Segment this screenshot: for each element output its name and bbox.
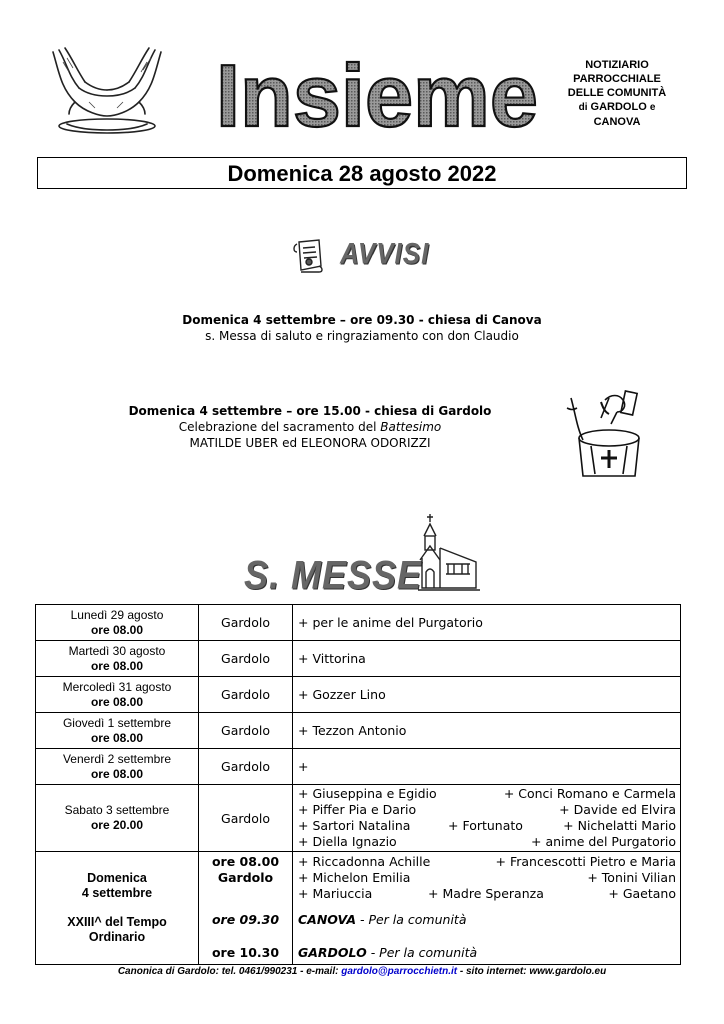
subtitle-gardolo: GARDOLO — [590, 101, 647, 113]
footer-email-link[interactable]: gardolo@parrocchietn.it — [341, 966, 458, 977]
intention-line — [298, 802, 676, 818]
scroll-notice-icon — [289, 236, 329, 276]
notice-canova — [120, 312, 604, 344]
footer-text: Canonica di Gardolo: tel. 0461/990231 - e-mail: — [117, 966, 342, 977]
intention-cell: + Tezzon Antonio — [293, 713, 681, 749]
time-label: ore 08.00 — [90, 658, 144, 673]
sunday-day: Domenica — [87, 871, 147, 885]
subtitle-line — [552, 100, 682, 115]
masthead-subtitle — [552, 58, 682, 129]
subtitle-line: PARROCCHIALE — [573, 73, 661, 85]
table-row — [36, 713, 681, 749]
sunday-date: 4 settembre — [81, 886, 153, 900]
intention: + Madre Speranza — [428, 886, 544, 901]
mass-time: ore 09.30 — [211, 912, 280, 927]
intention: + Conci Romano e Carmela — [503, 786, 676, 801]
mass-note: - Per la comunità — [366, 945, 478, 960]
time-label: ore 08.00 — [90, 730, 144, 745]
intention-line — [298, 818, 676, 834]
mass-place: GARDOLO — [298, 945, 367, 960]
intention: + Sartori Natalina — [298, 818, 411, 833]
table-row — [36, 749, 681, 785]
subtitle-di: di — [578, 102, 588, 113]
intention: + Diella Ignazio — [298, 834, 397, 849]
time-label: ore 08.00 — [90, 622, 144, 637]
table-row — [36, 641, 681, 677]
intention-cell: + — [293, 749, 681, 785]
day-label: Venerdì 2 settembre — [62, 751, 172, 766]
place-cell: Gardolo — [199, 605, 293, 641]
intention: + Giuseppina e Egidio — [298, 786, 437, 801]
intention: + anime del Purgatorio — [531, 834, 676, 849]
intention: + Mariuccia — [298, 886, 373, 901]
intention: + Francescotti Pietro e Maria — [495, 854, 676, 869]
day-cell — [36, 785, 199, 852]
table-row-saturday — [36, 785, 681, 852]
mass-time: ore 10.30 — [211, 945, 280, 960]
place-cell: Gardolo — [199, 641, 293, 677]
intention: + Gaetano — [608, 886, 676, 901]
intention-line — [298, 786, 676, 802]
notice-text — [60, 419, 560, 435]
mass-line-canova — [298, 912, 676, 928]
day-cell — [36, 677, 199, 713]
liturgy-label: Ordinario — [88, 930, 146, 944]
intention-line — [298, 834, 676, 850]
sunday-day-cell — [36, 852, 199, 965]
place-cell: Gardolo — [199, 785, 293, 852]
intention-line — [298, 854, 676, 870]
baptism-font-icon — [565, 388, 645, 480]
footer-text: - sito internet: www.gardolo.eu — [457, 966, 607, 977]
intention: + Nichelatti Mario — [563, 818, 676, 833]
time-label: ore 08.00 — [90, 694, 144, 709]
mass-line-gardolo — [298, 945, 676, 961]
subtitle-e: e — [649, 102, 656, 113]
notice-text-pre: Celebrazione del sacramento del — [178, 420, 381, 434]
mass-place: CANOVA — [298, 912, 356, 927]
time-label: ore 20.00 — [90, 818, 144, 832]
svg-text:Insieme: Insieme — [216, 52, 538, 142]
church-icon — [418, 512, 480, 592]
intention-line — [298, 886, 676, 902]
sunday-intentions-cell — [293, 852, 681, 965]
intention-cell — [293, 785, 681, 852]
notice-heading: Domenica 4 settembre – ore 15.00 - chiesa di Gardolo — [128, 404, 492, 418]
subtitle-line: NOTIZIARIO — [585, 59, 649, 71]
masthead-title — [210, 52, 550, 142]
notice-heading: Domenica 4 settembre – ore 09.30 - chiesa di Canova — [182, 313, 542, 327]
mass-time: ore 08.00 — [211, 854, 280, 869]
intention: + Piffer Pia e Dario — [298, 802, 417, 817]
day-label: Lunedì 29 agosto — [70, 607, 164, 622]
day-cell — [36, 605, 199, 641]
day-label: Sabato 3 settembre — [64, 803, 170, 817]
subtitle-line: DELLE COMUNITÀ — [567, 87, 667, 99]
hands-logo-icon — [45, 42, 170, 137]
avvisi-heading: AVVISI — [340, 236, 430, 271]
mass-note: - Per la comunità — [356, 912, 467, 927]
time-label: ore 08.00 — [90, 766, 144, 781]
subtitle-line: CANOVA — [593, 116, 641, 128]
intention: + Davide ed Elvira — [559, 802, 676, 817]
place-cell: Gardolo — [199, 713, 293, 749]
intention: + Fortunato — [448, 818, 523, 833]
notice-text-emph: Battesimo — [380, 420, 442, 434]
intention: + Tonini Vilian — [587, 870, 676, 885]
mass-schedule-table — [35, 604, 681, 965]
intention: + Riccadonna Achille — [298, 854, 431, 869]
table-row — [36, 605, 681, 641]
intention-line — [298, 870, 676, 886]
mass-place: Gardolo — [217, 870, 274, 885]
place-cell: Gardolo — [199, 677, 293, 713]
intention-cell: + Gozzer Lino — [293, 677, 681, 713]
day-label: Martedì 30 agosto — [68, 643, 166, 658]
messe-heading: S. MESSE — [244, 552, 423, 598]
day-label: Giovedì 1 settembre — [62, 715, 172, 730]
day-cell — [36, 713, 199, 749]
footer-contacts — [0, 966, 724, 977]
notice-text: s. Messa di saluto e ringraziamento con don Claudio — [205, 329, 519, 343]
notice-gardolo — [60, 403, 560, 451]
place-cell: Gardolo — [199, 749, 293, 785]
liturgy-label: XXIII^ del Tempo — [67, 915, 167, 929]
table-row-sunday — [36, 852, 681, 965]
intention-cell: + per le anime del Purgatorio — [293, 605, 681, 641]
intention: + Michelon Emilia — [298, 870, 411, 885]
table-row — [36, 677, 681, 713]
intention-cell: + Vittorina — [293, 641, 681, 677]
day-cell — [36, 641, 199, 677]
sunday-times-cell — [199, 852, 293, 965]
issue-date: Domenica 28 agosto 2022 — [37, 157, 687, 189]
notice-names: MATILDE UBER ed ELEONORA ODORIZZI — [189, 436, 431, 450]
day-label: Mercoledì 31 agosto — [62, 679, 172, 694]
day-cell — [36, 749, 199, 785]
